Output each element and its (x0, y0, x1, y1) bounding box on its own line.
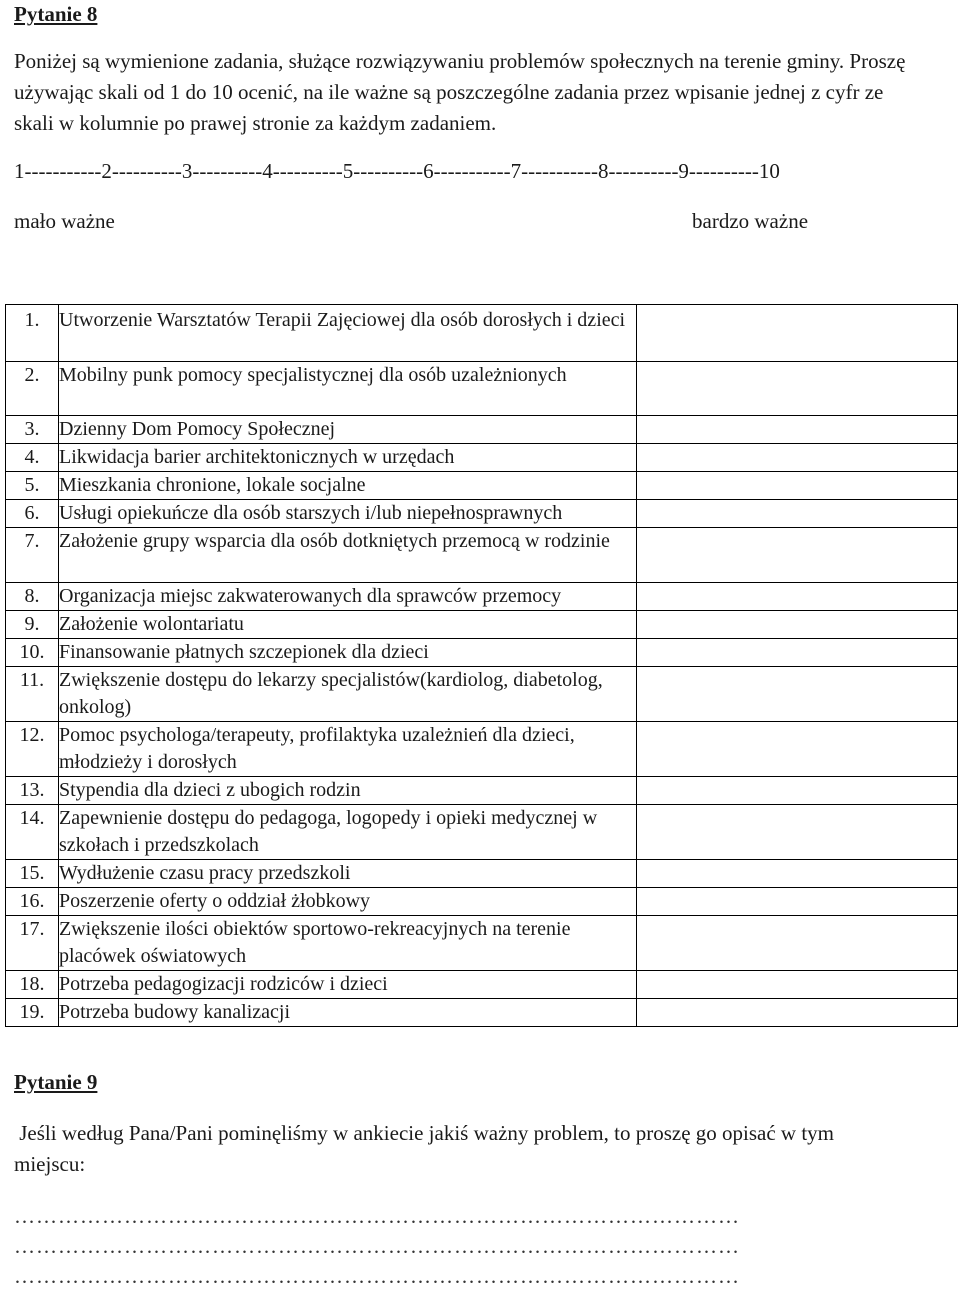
table-row (6, 611, 958, 639)
task-text: Zwiększenie dostępu do lekarzy specjalistów(kardiolog, diabetolog, onkolog) (59, 667, 637, 722)
task-number: 3. (6, 416, 59, 444)
score-field[interactable] (637, 916, 958, 971)
table-row (6, 999, 958, 1027)
rating-scale: 1-----------2----------3----------4----------5----------6-----------7-----------8----------9----------10 (14, 159, 780, 183)
task-text: Założenie wolontariatu (59, 611, 637, 639)
task-text: Potrzeba budowy kanalizacji (59, 999, 637, 1027)
score-field[interactable] (637, 667, 958, 722)
task-text: Usługi opiekuńcze dla osób starszych i/lub niepełnosprawnych (59, 500, 637, 528)
task-number: 13. (6, 777, 59, 805)
task-text: Założenie grupy wsparcia dla osób dotkniętych przemocą w rodzinie (59, 528, 637, 583)
table-row (6, 777, 958, 805)
task-number: 2. (6, 362, 59, 416)
task-text: Zapewnienie dostępu do pedagoga, logopedy i opieki medycznej w szkołach i przedszkolach (59, 805, 637, 860)
table-row (6, 528, 958, 583)
table-row (6, 667, 958, 722)
table-row (6, 805, 958, 860)
task-number: 5. (6, 472, 59, 500)
task-text: Utworzenie Warsztatów Terapii Zajęciowej dla osób dorosłych i dzieci (59, 305, 637, 362)
task-number: 17. (6, 916, 59, 971)
task-text: Wydłużenie czasu pracy przedszkoli (59, 860, 637, 888)
table-row (6, 916, 958, 971)
score-field[interactable] (637, 722, 958, 777)
table-row (6, 583, 958, 611)
task-text: Poszerzenie oferty o oddział żłobkowy (59, 888, 637, 916)
table-row (6, 416, 958, 444)
table-row (6, 305, 958, 362)
score-field[interactable] (637, 444, 958, 472)
table-row (6, 722, 958, 777)
task-text: Likwidacja barier architektonicznych w urzędach (59, 444, 637, 472)
question-8-title: Pytanie 8 (14, 2, 98, 26)
task-number: 16. (6, 888, 59, 916)
score-field[interactable] (637, 999, 958, 1027)
table-row (6, 472, 958, 500)
score-field[interactable] (637, 860, 958, 888)
task-number: 1. (6, 305, 59, 362)
task-text: Stypendia dla dzieci z ubogich rodzin (59, 777, 637, 805)
answer-line[interactable]: ……………………………………………………………………………………… (14, 1204, 740, 1228)
table-row (6, 639, 958, 667)
score-field[interactable] (637, 888, 958, 916)
task-number: 8. (6, 583, 59, 611)
score-field[interactable] (637, 777, 958, 805)
score-field[interactable] (637, 500, 958, 528)
task-text: Mieszkania chronione, lokale socjalne (59, 472, 637, 500)
score-field[interactable] (637, 971, 958, 999)
task-number: 14. (6, 805, 59, 860)
scale-high-label: bardzo ważne (692, 209, 809, 233)
question-9-title: Pytanie 9 (14, 1070, 98, 1094)
table-row (6, 888, 958, 916)
score-field[interactable] (637, 416, 958, 444)
score-field[interactable] (637, 583, 958, 611)
score-field[interactable] (637, 362, 958, 416)
task-number: 9. (6, 611, 59, 639)
task-number: 7. (6, 528, 59, 583)
score-field[interactable] (637, 611, 958, 639)
task-number: 15. (6, 860, 59, 888)
table-row (6, 444, 958, 472)
tasks-table (5, 304, 958, 1027)
answer-line[interactable]: ……………………………………………………………………………………… (14, 1264, 740, 1288)
task-text: Zwiększenie ilości obiektów sportowo-rekreacyjnych na terenie placówek oświatowych (59, 916, 637, 971)
task-number: 6. (6, 500, 59, 528)
task-text: Mobilny punk pomocy specjalistycznej dla osób uzależnionych (59, 362, 637, 416)
task-text: Finansowanie płatnych szczepionek dla dzieci (59, 639, 637, 667)
task-number: 10. (6, 639, 59, 667)
table-row (6, 971, 958, 999)
task-number: 4. (6, 444, 59, 472)
task-text: Dzienny Dom Pomocy Społecznej (59, 416, 637, 444)
score-field[interactable] (637, 805, 958, 860)
scale-low-label: mało ważne (14, 209, 115, 233)
score-field[interactable] (637, 528, 958, 583)
task-text: Pomoc psychologa/terapeuty, profilaktyka uzależnień dla dzieci, młodzieży i dorosłych (59, 722, 637, 777)
task-number: 18. (6, 971, 59, 999)
score-field[interactable] (637, 305, 958, 362)
task-number: 11. (6, 667, 59, 722)
score-field[interactable] (637, 472, 958, 500)
table-row (6, 362, 958, 416)
question-8-intro: Poniżej są wymienione zadania, służące rozwiązywaniu problemów społecznych na terenie gminy. Proszę używając skali od 1 do 10 ocenić, na ile ważne są poszczególne zadania przez wpisanie jednej z cyfr ze skali w kolumnie po prawej stronie za każdym zadaniem. (14, 49, 906, 135)
task-number: 19. (6, 999, 59, 1027)
answer-line[interactable]: ……………………………………………………………………………………… (14, 1234, 740, 1258)
task-number: 12. (6, 722, 59, 777)
score-field[interactable] (637, 639, 958, 667)
table-row (6, 860, 958, 888)
table-row (6, 500, 958, 528)
task-text: Organizacja miejsc zakwaterowanych dla sprawców przemocy (59, 583, 637, 611)
question-9-prompt: Jeśli według Pana/Pani pominęliśmy w ankiecie jakiś ważny problem, to proszę go opisać w tym miejscu: (14, 1121, 840, 1176)
task-text: Potrzeba pedagogizacji rodziców i dzieci (59, 971, 637, 999)
